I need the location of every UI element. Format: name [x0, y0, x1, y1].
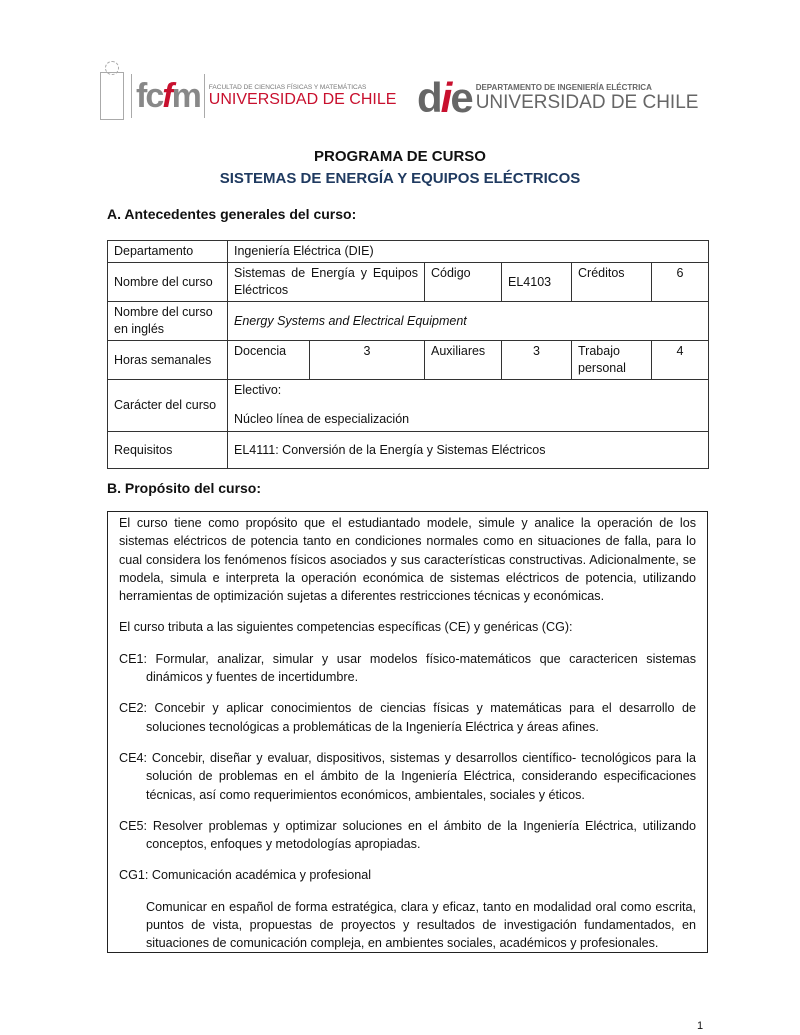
course-info-table [107, 240, 709, 469]
label: Trabajo personal [572, 341, 652, 380]
label: Departamento [108, 241, 228, 263]
competency-ce5: CE5: Resolver problemas y optimizar soluciones en el ámbito de la Ingeniería Eléctrica, utilizando conceptos, enfoques y metodologías apropiadas. [119, 818, 696, 852]
requisitos-value: EL4111: Conversión de la Energía y Sistemas Eléctricos [228, 432, 709, 469]
fcfm-subtitle: FACULTAD DE CIENCIAS FÍSICAS Y MATEMÁTICAS [208, 83, 367, 91]
divider [204, 74, 205, 118]
university-shield-icon [100, 72, 124, 120]
label: Créditos [572, 263, 652, 302]
page-number: 1 [697, 1020, 704, 1032]
label: Código [425, 263, 502, 302]
fcfm-mark: fcfm [136, 76, 200, 115]
competencies-intro: El curso tributa a las siguientes competencias específicas (CE) y genéricas (CG): [119, 620, 573, 635]
section-a-heading: A. Antecedentes generales del curso: [107, 206, 357, 222]
creditos-value: 6 [652, 263, 709, 302]
die-mark: die [417, 74, 472, 121]
competency-ce4: CE4: Concebir, diseñar y evaluar, dispositivos, sistemas y desarrollos científico- tecnológicos para la solución de problemas en el ámbito de la Ingeniería Eléctrica, considerando especificaciones técnicas, así como requerimientos económicos, ambientales, sociales y éticos. [119, 750, 696, 802]
competency-cg1: CG1: Comunicación académica y profesional [119, 868, 371, 883]
label: Docencia [228, 341, 310, 380]
die-logo [417, 74, 699, 121]
label: Horas semanales [108, 341, 228, 380]
ingles-value: Energy Systems and Electrical Equipment [228, 302, 709, 341]
label: Nombre del curso en inglés [108, 302, 228, 341]
competency-cg1-text: Comunicar en español de forma estratégica, clara y eficaz, tanto en modalidad oral como escrita, puntos de vista, propuestas de proyectos y resultados de investigación fundamentados, en situaciones de comunicación compleja, en ambientes sociales, académicos y profesionales. [146, 899, 696, 951]
divider [131, 74, 132, 118]
fcfm-logo [100, 68, 396, 124]
departamento-value: Ingeniería Eléctrica (DIE) [228, 241, 709, 263]
label: Carácter del curso [108, 380, 228, 432]
page-title: PROGRAMA DE CURSO [314, 148, 486, 165]
label: Nombre del curso [108, 263, 228, 302]
auxiliares-value: 3 [502, 341, 572, 380]
caracter-value-1: Electivo: [234, 383, 282, 397]
nombre-value: Sistemas de Energía y Equipos Eléctricos [228, 263, 425, 302]
codigo-value: EL4103 [502, 263, 572, 302]
section-b-heading: B. Propósito del curso: [107, 480, 262, 496]
docencia-value: 3 [310, 341, 425, 380]
die-name: UNIVERSIDAD DE CHILE [475, 91, 699, 113]
course-title: SISTEMAS DE ENERGÍA Y EQUIPOS ELÉCTRICOS [219, 170, 581, 187]
die-subtitle: DEPARTAMENTO DE INGENIERÍA ELÉCTRICA [475, 82, 652, 92]
purpose-box [107, 511, 708, 953]
label: Requisitos [108, 432, 228, 469]
purpose-paragraph: El curso tiene como propósito que el estudiantado modele, simule y analice la operación de los sistemas eléctricos de potencia tanto en condiciones normales como en situaciones de falla, para lo cual considera los fenómenos físicos asociados y sus características constructivas. Adicionalmente, se modela, simula e interpreta la operación económica de sistemas eléctricos de potencia, utilizando herramientas de optimización sujetas a diferentes restricciones técnicas y económicas. [119, 516, 696, 604]
competency-ce1: CE1: Formular, analizar, simular y usar modelos físico-matemáticos que caractericen sistemas dinámicos y fuentes de incertidumbre. [119, 651, 696, 685]
label: Auxiliares [425, 341, 502, 380]
caracter-value-2: Núcleo línea de especialización [234, 412, 410, 426]
fcfm-name: UNIVERSIDAD DE CHILE [208, 90, 397, 108]
competency-ce2: CE2: Concebir y aplicar conocimientos de ciencias físicas y matemáticas para el desarrollo de soluciones tecnológicas a problemáticas de la Ingeniería Eléctrica y áreas afines. [119, 701, 696, 734]
trabajo-value: 4 [652, 341, 709, 380]
